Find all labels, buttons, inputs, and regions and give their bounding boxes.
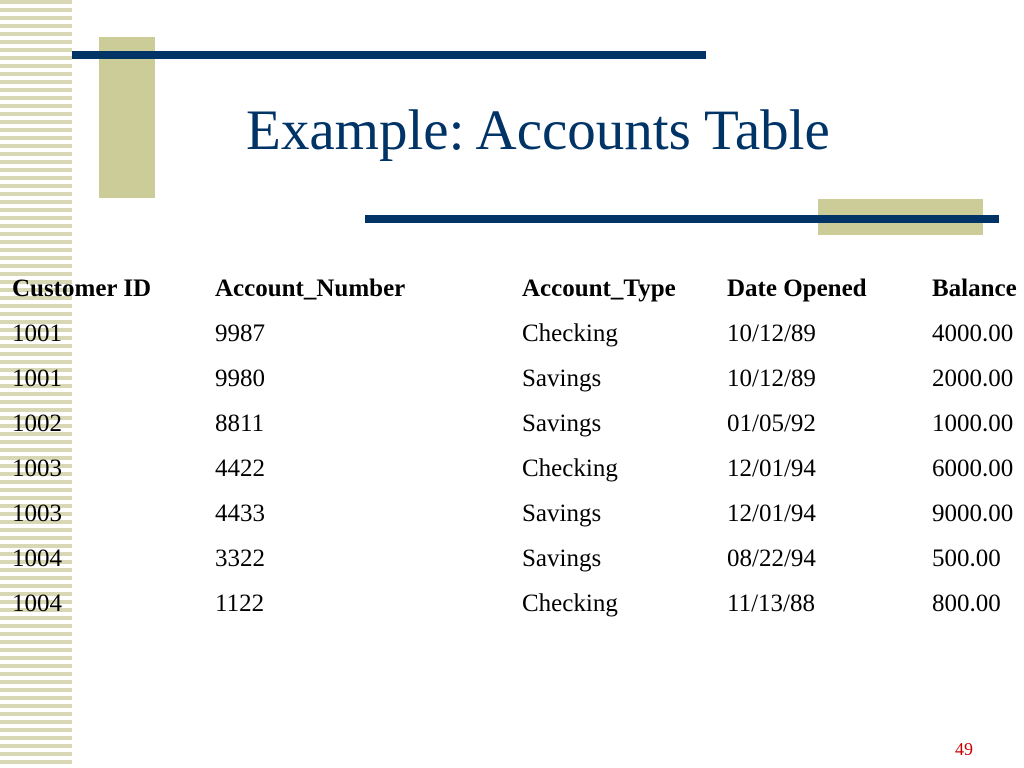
cell-customer-id: 1002	[12, 409, 62, 437]
cell-balance: 9000.00	[932, 499, 1014, 527]
header-date-opened: Date Opened	[727, 274, 867, 302]
header-account-type: Account_Type	[522, 274, 676, 302]
cell-account-number: 4422	[215, 454, 265, 482]
cell-account-type: Savings	[522, 364, 602, 392]
cell-account-number: 8811	[215, 409, 265, 437]
cell-date-opened: 12/01/94	[727, 454, 816, 482]
cell-balance: 500.00	[932, 544, 1001, 572]
cell-customer-id: 1003	[12, 499, 62, 527]
cell-account-number: 1122	[215, 589, 265, 617]
header-account-number: Account_Number	[215, 274, 406, 302]
decorative-navy-bar-top	[72, 51, 706, 59]
slide-title: Example: Accounts Table	[246, 99, 830, 162]
table-row	[12, 446, 1024, 491]
cell-account-number: 9987	[215, 319, 265, 347]
cell-account-number: 3322	[215, 544, 265, 572]
table-row	[12, 401, 1024, 446]
table-row	[12, 536, 1024, 581]
cell-customer-id: 1003	[12, 454, 62, 482]
cell-balance: 1000.00	[932, 409, 1014, 437]
table-row	[12, 581, 1024, 626]
cell-balance: 800.00	[932, 589, 1001, 617]
cell-account-type: Checking	[522, 589, 618, 617]
decorative-olive-block-left	[99, 37, 155, 198]
cell-customer-id: 1004	[12, 544, 62, 572]
table-header-row	[12, 266, 1024, 311]
cell-customer-id: 1001	[12, 364, 62, 392]
accounts-table	[12, 266, 1024, 626]
cell-date-opened: 11/13/88	[727, 589, 815, 617]
cell-date-opened: 10/12/89	[727, 364, 816, 392]
cell-account-type: Savings	[522, 499, 602, 527]
cell-account-type: Savings	[522, 544, 602, 572]
page-number: 49	[955, 739, 973, 759]
cell-account-type: Savings	[522, 409, 602, 437]
cell-date-opened: 12/01/94	[727, 499, 816, 527]
table-row	[12, 311, 1024, 356]
decorative-navy-bar-middle	[365, 215, 999, 223]
cell-date-opened: 01/05/92	[727, 409, 816, 437]
cell-account-type: Checking	[522, 319, 618, 347]
table-row	[12, 356, 1024, 401]
cell-date-opened: 08/22/94	[727, 544, 816, 572]
cell-account-number: 4433	[215, 499, 265, 527]
cell-date-opened: 10/12/89	[727, 319, 816, 347]
cell-account-number: 9980	[215, 364, 265, 392]
cell-balance: 6000.00	[932, 454, 1014, 482]
cell-customer-id: 1004	[12, 589, 62, 617]
cell-balance: 2000.00	[932, 364, 1014, 392]
header-customer-id: Customer ID	[12, 274, 152, 302]
cell-account-type: Checking	[522, 454, 618, 482]
table-row	[12, 491, 1024, 536]
header-balance: Balance	[932, 274, 1017, 302]
cell-customer-id: 1001	[12, 319, 62, 347]
cell-balance: 4000.00	[932, 319, 1014, 347]
